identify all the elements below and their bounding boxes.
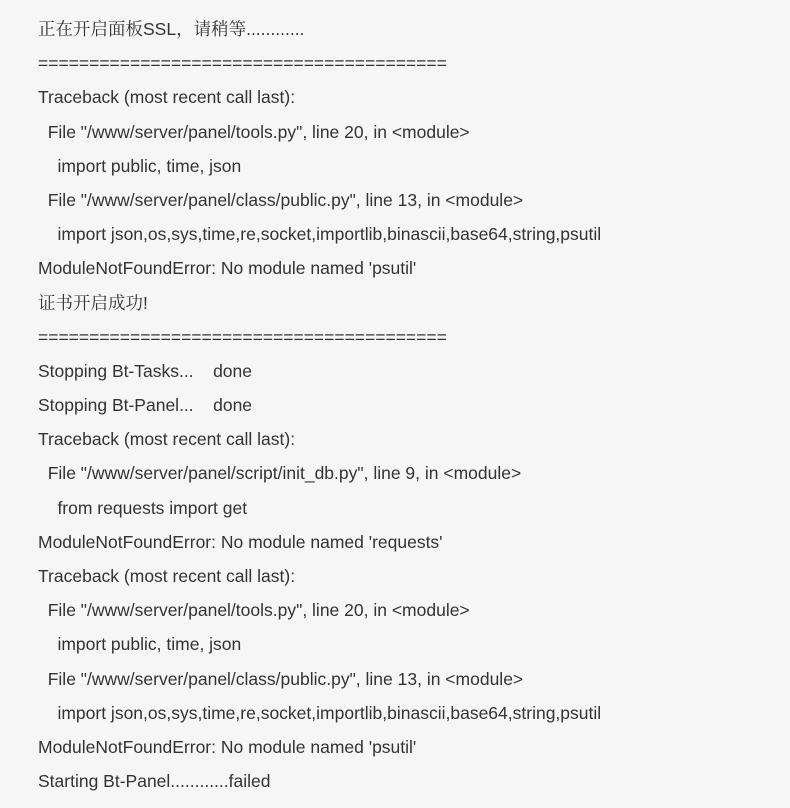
- log-line: File "/www/server/panel/class/public.py", line 13, in <module>: [38, 668, 524, 689]
- log-line: ModuleNotFoundError: No module named 'requests': [38, 531, 443, 552]
- log-line: File "/www/server/panel/tools.py", line 20, in <module>: [38, 600, 470, 621]
- log-line: import json,os,sys,time,re,socket,importlib,binascii,base64,string,psutil: [38, 224, 602, 245]
- log-line: File "/www/server/panel/tools.py", line 20, in <module>: [38, 121, 470, 142]
- log-line: Stopping Bt-Tasks... done: [38, 360, 253, 381]
- log-line: import public, time, json: [38, 634, 242, 655]
- log-line: import public, time, json: [38, 155, 242, 176]
- log-line: ModuleNotFoundError: No module named 'psutil': [38, 258, 417, 279]
- log-line: import json,os,sys,time,re,socket,importlib,binascii,base64,string,psutil: [38, 702, 602, 723]
- log-line: File "/www/server/panel/script/init_db.py", line 9, in <module>: [38, 463, 522, 484]
- log-line: from requests import get: [38, 497, 248, 518]
- log-line: Traceback (most recent call last):: [38, 429, 296, 450]
- log-line: Stopping Bt-Panel... done: [38, 395, 253, 416]
- log-line: Traceback (most recent call last):: [38, 566, 296, 586]
- log-line: ModuleNotFoundError: No module named 'psutil': [38, 736, 417, 757]
- log-line: File "/www/server/panel/class/public.py", line 13, in <module>: [38, 189, 524, 210]
- log-line: 正在开启面板SSL，请稍等............: [38, 19, 305, 39]
- log-line: Traceback (most recent call last):: [38, 87, 296, 108]
- log-line: Starting Bt-Panel............failed: [38, 771, 271, 792]
- log-line: ========================================: [38, 326, 447, 347]
- log-line: ========================================: [38, 53, 447, 74]
- log-line: 证书开启成功!: [38, 292, 148, 313]
